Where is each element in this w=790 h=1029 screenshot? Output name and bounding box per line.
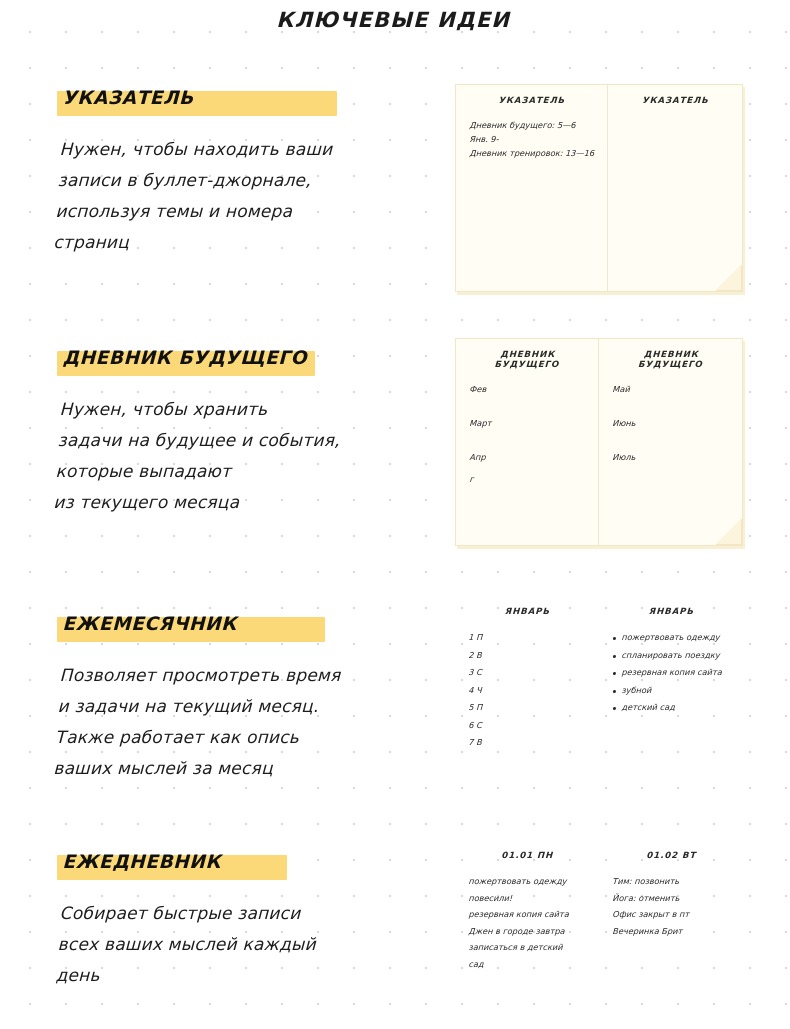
sample-card-daily-log: [455, 840, 743, 1020]
sample-bullet: пожертвовать одежду: [612, 629, 732, 647]
body-line: Собирает быстрые записи: [60, 904, 303, 924]
body-line: ваших мыслей за месяц: [53, 759, 275, 779]
body-line: используя темы и номера: [55, 202, 294, 222]
section-heading: ЕЖЕМЕСЯЧНИК: [63, 614, 240, 635]
sample-column-heading: ДНЕВНИК БУДУЩЕГО: [638, 350, 704, 370]
page-fold-corner: [716, 519, 742, 545]
sample-column-heading: 01.01 ПН: [501, 851, 555, 861]
sample-column-left: [455, 596, 599, 782]
sample-line: Дневник будущего: 5—6: [469, 120, 577, 130]
body-line: и задачи на текущий месяц.: [58, 697, 321, 717]
sample-column-heading: 01.02 ВТ: [646, 851, 698, 861]
sample-column-left: [456, 85, 608, 291]
sample-column-heading: ЯНВАРЬ: [504, 607, 552, 617]
sample-column-left: [455, 840, 599, 1020]
body-line: Также работает как опись: [55, 728, 301, 748]
body-line: которые выпадают: [55, 462, 233, 482]
sample-line: Вечеринка Брит: [612, 925, 684, 936]
sample-bullet: резервная копия сайта: [612, 664, 732, 682]
sample-column-right: [599, 596, 743, 782]
sample-line: резервная копия сайта: [468, 909, 570, 919]
sample-line: Йога: отменить: [612, 892, 681, 903]
body-line: записи в буллет-джорнале,: [58, 171, 313, 191]
section-heading-highlight: [62, 852, 225, 873]
sample-column-heading: УКАЗАТЕЛЬ: [498, 96, 567, 106]
sample-line: Дневник тренировок: 13—16: [469, 148, 596, 158]
sample-column-right: [599, 339, 742, 545]
sample-line: Офис закрыт в пт: [612, 909, 691, 919]
sample-line: Фев: [469, 384, 488, 394]
sample-line: повесили!: [468, 892, 514, 903]
sample-line: 4 Ч: [468, 684, 483, 695]
sample-bullet: детский сад: [612, 699, 732, 717]
section-heading-highlight: [62, 348, 311, 369]
body-line: задачи на будущее и события,: [58, 431, 342, 451]
section-monthly-log: [53, 614, 422, 785]
section-future-log: [53, 348, 422, 519]
body-line: день: [55, 966, 102, 986]
section-heading: УКАЗАТЕЛЬ: [63, 88, 197, 109]
section-body: [55, 899, 422, 992]
sample-card-index: [455, 84, 743, 292]
sample-line: 6 С: [468, 719, 484, 730]
body-line: Нужен, чтобы хранить: [60, 400, 270, 420]
body-line: Нужен, чтобы находить ваши: [60, 140, 335, 160]
section-body: [53, 135, 422, 259]
sample-line: пожертвовать одежду: [468, 876, 568, 886]
body-line: Позволяет просмотреть время: [60, 666, 343, 686]
sample-line: 2 В: [468, 649, 483, 660]
section-heading-highlight: [62, 88, 197, 109]
sample-column-heading: ЯНВАРЬ: [648, 607, 696, 617]
sample-card-monthly-log: [455, 596, 743, 782]
sample-line: Апр: [469, 452, 487, 462]
sample-line: 5 П: [468, 702, 484, 712]
section-daily-log: [55, 852, 422, 992]
section-heading: ЕЖЕДНЕВНИК: [63, 852, 224, 873]
sample-column-left: [456, 339, 599, 545]
sample-column-right: [599, 840, 743, 1020]
page-title: КЛЮЧЕВЫЕ ИДЕИ: [277, 8, 513, 32]
sample-line: Тим: позвонить: [612, 876, 681, 886]
sample-line: Май: [612, 384, 631, 394]
sample-column-heading: УКАЗАТЕЛЬ: [642, 96, 710, 106]
sample-line: Июль: [612, 452, 637, 462]
sample-line: 1 П: [468, 632, 484, 642]
sample-line: 7 В: [468, 737, 483, 747]
sample-line: Джен в городе завтра: [468, 925, 566, 936]
page-fold-corner: [716, 265, 742, 291]
sample-column-right: [608, 85, 742, 291]
sample-line: Янв. 9-: [469, 134, 500, 144]
sample-bullet: спланировать поездку: [612, 647, 732, 665]
section-heading: ДНЕВНИК БУДУЩЕГО: [63, 348, 310, 369]
sample-bullet: зубной: [612, 682, 732, 700]
sample-line: г: [469, 474, 475, 484]
sample-card-future-log: [455, 338, 743, 546]
body-line: из текущего месяца: [53, 493, 241, 513]
section-body: [53, 661, 422, 785]
sample-line: сад: [468, 958, 485, 969]
sample-line: Март: [469, 418, 493, 428]
sample-column-heading: ДНЕВНИК БУДУЩЕГО: [494, 350, 561, 370]
body-line: всех ваших мыслей каждый: [58, 935, 318, 955]
section-body: [53, 395, 422, 519]
section-heading-highlight: [62, 614, 240, 635]
section-index: [53, 88, 422, 259]
sample-line: записаться в детский: [468, 942, 564, 952]
sample-line: Июнь: [612, 418, 637, 428]
sample-line: 3 С: [468, 667, 484, 677]
body-line: страниц: [53, 233, 131, 253]
